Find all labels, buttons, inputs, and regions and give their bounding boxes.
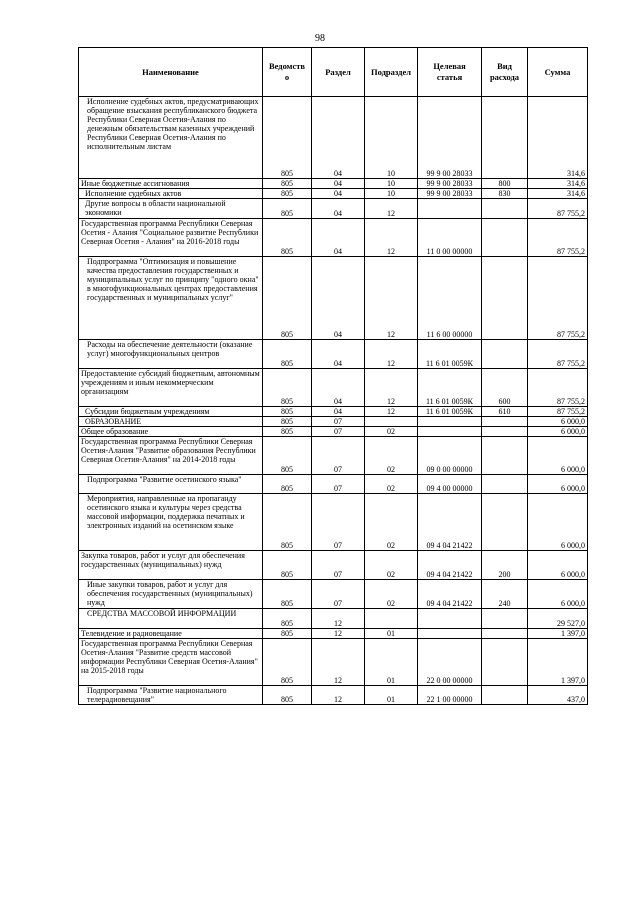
cell-name <box>79 475 263 494</box>
table-row <box>79 475 588 494</box>
cell-name <box>79 179 263 189</box>
cell-expense-type <box>482 494 528 551</box>
cell-expense-type <box>482 686 528 705</box>
cell-name <box>79 369 263 407</box>
table-row <box>79 179 588 189</box>
table-row <box>79 437 588 475</box>
cell-department: 805 <box>263 257 312 340</box>
cell-section: 04 <box>312 369 365 407</box>
row-name-text: Иные бюджетные ассигнования <box>81 179 190 188</box>
cell-name <box>79 437 263 475</box>
cell-subsection: 02 <box>365 494 418 551</box>
cell-expense-type: 610 <box>482 407 528 417</box>
cell-department: 805 <box>263 494 312 551</box>
cell-amount: 87 755,2 <box>528 407 588 417</box>
cell-amount: 6 000,0 <box>528 437 588 475</box>
cell-target <box>418 629 482 639</box>
cell-target: 22 1 00 00000 <box>418 686 482 705</box>
cell-target: 11 6 01 0059К <box>418 369 482 407</box>
cell-subsection: 02 <box>365 437 418 475</box>
cell-target: 09 4 04 21422 <box>418 551 482 580</box>
row-name-text: Государственная программа Республики Северная Осетия-Алания "Развитие средств массовой информации Республики Северная Осетия-Алания" на 2015-2018 годы <box>81 639 258 675</box>
cell-amount: 314,6 <box>528 97 588 179</box>
cell-subsection: 12 <box>365 219 418 257</box>
cell-name <box>79 189 263 199</box>
table-row <box>79 407 588 417</box>
cell-section: 07 <box>312 494 365 551</box>
cell-expense-type <box>482 437 528 475</box>
cell-amount: 6 000,0 <box>528 580 588 609</box>
cell-amount: 6 000,0 <box>528 551 588 580</box>
cell-subsection: 02 <box>365 580 418 609</box>
cell-target: 11 0 00 00000 <box>418 219 482 257</box>
cell-department: 805 <box>263 551 312 580</box>
cell-subsection: 01 <box>365 686 418 705</box>
cell-department: 805 <box>263 475 312 494</box>
table-row <box>79 369 588 407</box>
row-name-text: Иные закупки товаров, работ и услуг для обеспечения государственных (муниципальных) нужд <box>87 580 253 607</box>
cell-amount: 437,0 <box>528 686 588 705</box>
cell-subsection: 12 <box>365 199 418 219</box>
cell-amount: 29 527,0 <box>528 609 588 629</box>
cell-subsection: 01 <box>365 629 418 639</box>
cell-section: 07 <box>312 427 365 437</box>
cell-expense-type <box>482 417 528 427</box>
row-name-text: Подпрограмма "Оптимизация и повышение качества предоставления государственных и муниципальных услуг по принципу "одного окна" в многофункциональных центрах предоставления государственных и муниципальных услуг" <box>87 257 259 302</box>
cell-expense-type <box>482 639 528 686</box>
table-row <box>79 427 588 437</box>
cell-section: 04 <box>312 407 365 417</box>
cell-expense-type <box>482 475 528 494</box>
cell-section: 04 <box>312 199 365 219</box>
cell-name <box>79 629 263 639</box>
cell-section: 07 <box>312 551 365 580</box>
cell-expense-type <box>482 97 528 179</box>
row-name-text: Общее образование <box>81 427 149 436</box>
cell-expense-type <box>482 340 528 369</box>
row-name-text: Субсидии бюджетным учреждениям <box>85 407 210 416</box>
row-name-text: Расходы на обеспечение деятельности (оказание услуг) многофункциональных центров <box>87 340 253 358</box>
row-name-text: Государственная программа Республики Северная Осетия-Алания "Развитие образования Республики Северная Осетия-Алания" на 2014-2018 годы <box>81 437 256 464</box>
cell-name <box>79 257 263 340</box>
cell-department: 805 <box>263 580 312 609</box>
cell-department: 805 <box>263 417 312 427</box>
cell-section: 12 <box>312 629 365 639</box>
cell-section: 04 <box>312 340 365 369</box>
cell-department: 805 <box>263 629 312 639</box>
cell-subsection: 10 <box>365 97 418 179</box>
cell-amount: 314,6 <box>528 179 588 189</box>
cell-expense-type <box>482 219 528 257</box>
cell-amount: 87 755,2 <box>528 340 588 369</box>
cell-target: 09 0 00 00000 <box>418 437 482 475</box>
cell-subsection: 12 <box>365 369 418 407</box>
table-row <box>79 257 588 340</box>
cell-target <box>418 427 482 437</box>
cell-target: 99 9 00 28033 <box>418 189 482 199</box>
row-name-text: Исполнение судебных актов, предусматривающих обращение взыскания республиканского бюджета Республики Северная Осетия-Алания по денежным обязательствам казенных учреждений Республики Северная Осетия-Алания по исполнительным листам <box>87 97 259 151</box>
table-row <box>79 199 588 219</box>
cell-expense-type: 240 <box>482 580 528 609</box>
row-name-text: Мероприятия, направленные на пропаганду осетинского языка и культуры через средства массовой информации, поддержка печатных и электронных изданий на осетинском языке <box>87 494 245 530</box>
header-section: Раздел <box>312 48 365 97</box>
budget-table <box>78 47 588 705</box>
cell-section: 07 <box>312 417 365 427</box>
cell-department: 805 <box>263 639 312 686</box>
cell-name <box>79 219 263 257</box>
cell-name <box>79 494 263 551</box>
cell-department: 805 <box>263 686 312 705</box>
header-expense-type: Вид расхода <box>482 48 528 97</box>
cell-name <box>79 609 263 629</box>
cell-name <box>79 199 263 219</box>
header-amount: Сумма <box>528 48 588 97</box>
cell-name <box>79 580 263 609</box>
cell-name <box>79 407 263 417</box>
cell-section: 04 <box>312 179 365 189</box>
table-row <box>79 494 588 551</box>
cell-subsection: 12 <box>365 340 418 369</box>
row-name-text: ОБРАЗОВАНИЕ <box>85 417 142 426</box>
cell-target <box>418 417 482 427</box>
row-name-text: Предоставление субсидий бюджетным, автономным учреждениям и иным некоммерческим организациям <box>81 369 260 396</box>
cell-amount: 1 397,0 <box>528 639 588 686</box>
row-name-text: Подпрограмма "Развитие осетинского языка" <box>87 475 242 484</box>
cell-subsection: 10 <box>365 179 418 189</box>
cell-subsection <box>365 417 418 427</box>
cell-amount: 87 755,2 <box>528 219 588 257</box>
cell-subsection: 02 <box>365 475 418 494</box>
cell-target <box>418 609 482 629</box>
table-row <box>79 580 588 609</box>
cell-expense-type <box>482 427 528 437</box>
cell-department: 805 <box>263 407 312 417</box>
row-name-text: СРЕДСТВА МАССОВОЙ ИНФОРМАЦИИ <box>87 609 237 618</box>
cell-amount: 6 000,0 <box>528 475 588 494</box>
header-name: Наименование <box>79 48 263 97</box>
cell-amount: 6 000,0 <box>528 494 588 551</box>
cell-name <box>79 97 263 179</box>
cell-subsection: 12 <box>365 257 418 340</box>
cell-department: 805 <box>263 340 312 369</box>
cell-subsection: 02 <box>365 427 418 437</box>
cell-section: 04 <box>312 219 365 257</box>
cell-expense-type: 830 <box>482 189 528 199</box>
page-number: 98 <box>315 33 325 44</box>
cell-section: 12 <box>312 686 365 705</box>
cell-subsection: 02 <box>365 551 418 580</box>
header-subsection: Подраздел <box>365 48 418 97</box>
cell-section: 07 <box>312 475 365 494</box>
cell-target: 22 0 00 00000 <box>418 639 482 686</box>
table-row <box>79 97 588 179</box>
cell-name <box>79 551 263 580</box>
cell-name <box>79 686 263 705</box>
cell-amount: 87 755,2 <box>528 257 588 340</box>
cell-amount: 6 000,0 <box>528 417 588 427</box>
row-name-text: Телевидение и радиовещание <box>81 629 182 638</box>
cell-name <box>79 417 263 427</box>
cell-target: 99 9 00 28033 <box>418 179 482 189</box>
table-row <box>79 639 588 686</box>
cell-target: 99 9 00 28033 <box>418 97 482 179</box>
table-row <box>79 340 588 369</box>
cell-department: 805 <box>263 427 312 437</box>
cell-section: 07 <box>312 437 365 475</box>
cell-section: 04 <box>312 97 365 179</box>
row-name-text: Закупка товаров, работ и услуг для обеспечения государственных (муниципальных) нужд <box>81 551 245 569</box>
row-name-text: Другие вопросы в области национальной экономики <box>85 199 226 217</box>
row-name-text: Подпрограмма "Развитие национального телерадиовещания" <box>87 686 227 704</box>
cell-section: 12 <box>312 639 365 686</box>
cell-amount: 87 755,2 <box>528 199 588 219</box>
cell-section: 04 <box>312 257 365 340</box>
cell-expense-type: 200 <box>482 551 528 580</box>
cell-subsection: 12 <box>365 407 418 417</box>
table-row <box>79 609 588 629</box>
cell-department: 805 <box>263 189 312 199</box>
row-name-text: Государственная программа Республики Северная Осетия - Алания "Социальное развитие Республики Северная Осетия - Алания" на 2016-2018 годы <box>81 219 259 246</box>
cell-section: 07 <box>312 580 365 609</box>
cell-name <box>79 639 263 686</box>
header-department: Ведомств о <box>263 48 312 97</box>
table-row <box>79 629 588 639</box>
table-row <box>79 551 588 580</box>
cell-subsection: 01 <box>365 639 418 686</box>
cell-expense-type <box>482 199 528 219</box>
table-header-row <box>79 48 588 97</box>
header-target: Целевая статья <box>418 48 482 97</box>
cell-target: 09 4 04 21422 <box>418 580 482 609</box>
cell-department: 805 <box>263 609 312 629</box>
cell-name <box>79 340 263 369</box>
row-name-text: Исполнение судебных актов <box>85 189 182 198</box>
cell-subsection <box>365 609 418 629</box>
cell-expense-type <box>482 257 528 340</box>
cell-amount: 6 000,0 <box>528 427 588 437</box>
cell-expense-type <box>482 629 528 639</box>
cell-target: 11 6 01 0059К <box>418 340 482 369</box>
cell-amount: 87 755,2 <box>528 369 588 407</box>
cell-department: 805 <box>263 369 312 407</box>
cell-target: 11 6 01 0059К <box>418 407 482 417</box>
cell-section: 04 <box>312 189 365 199</box>
cell-section: 12 <box>312 609 365 629</box>
table-row <box>79 417 588 427</box>
cell-expense-type: 800 <box>482 179 528 189</box>
cell-department: 805 <box>263 437 312 475</box>
cell-target: 11 6 00 00000 <box>418 257 482 340</box>
table-row <box>79 189 588 199</box>
cell-amount: 1 397,0 <box>528 629 588 639</box>
cell-target: 09 4 00 00000 <box>418 475 482 494</box>
table-row <box>79 219 588 257</box>
cell-department: 805 <box>263 179 312 189</box>
cell-subsection: 10 <box>365 189 418 199</box>
cell-department: 805 <box>263 219 312 257</box>
cell-expense-type: 600 <box>482 369 528 407</box>
cell-department: 805 <box>263 199 312 219</box>
cell-target: 09 4 04 21422 <box>418 494 482 551</box>
cell-expense-type <box>482 609 528 629</box>
cell-target <box>418 199 482 219</box>
cell-name <box>79 427 263 437</box>
cell-department: 805 <box>263 97 312 179</box>
table-row <box>79 686 588 705</box>
cell-amount: 314,6 <box>528 189 588 199</box>
